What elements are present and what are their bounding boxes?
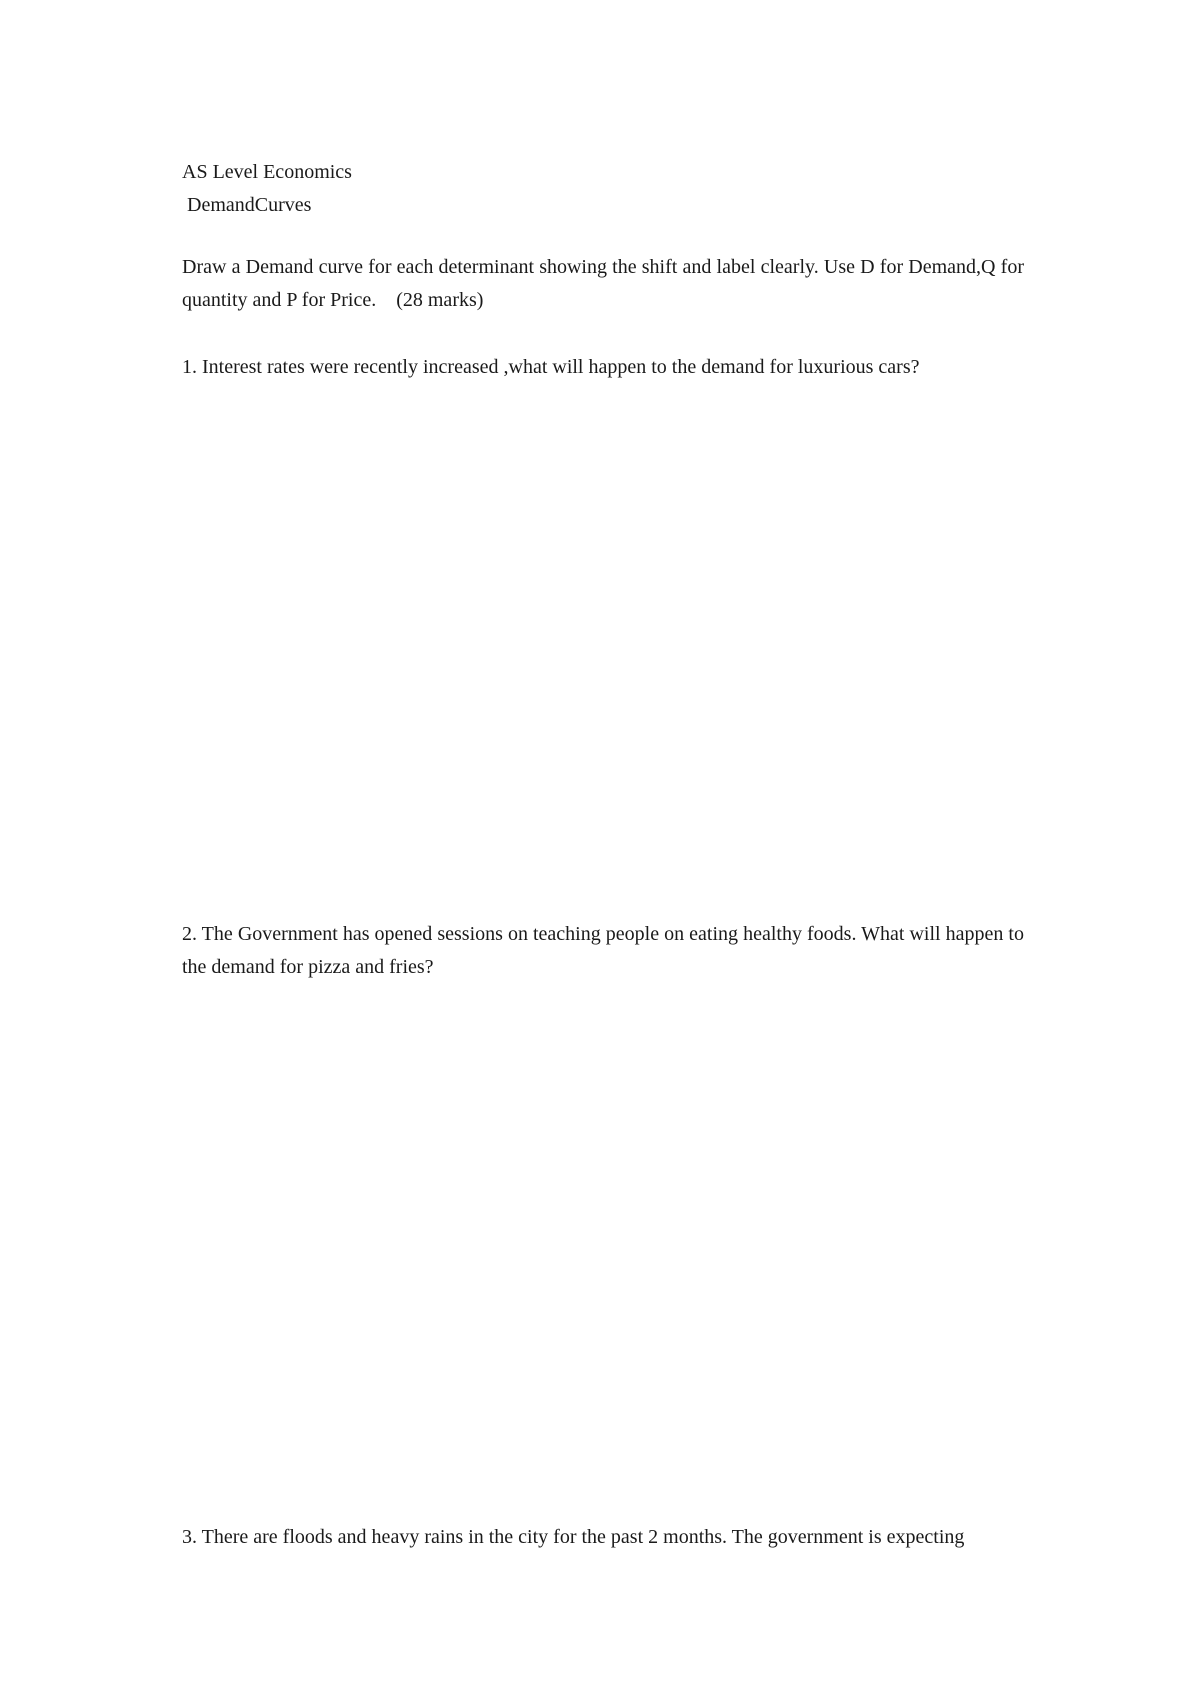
question-text: 3. There are floods and heavy rains in the city for the past 2 months. The government is expecting — [182, 1526, 965, 1548]
marks-label: (28 marks) — [376, 289, 484, 311]
question-3 — [182, 1521, 1024, 1554]
question-1 — [182, 351, 1024, 384]
question-text: 2. The Government has opened sessions on teaching people on eating healthy foods. What will happen to the demand for pizza and fries? — [182, 923, 1024, 978]
document-title: AS Level Economics — [182, 161, 352, 183]
instructions-paragraph — [182, 251, 1024, 317]
instructions-text: Draw a Demand curve for each determinant showing the shift and label clearly. Use D for Demand,Q for quantity and P for Price. — [182, 256, 1024, 311]
question-text: 1. Interest rates were recently increased ,what will happen to the demand for luxurious cars? — [182, 356, 920, 378]
document-subtitle: DemandCurves — [182, 194, 312, 216]
question-2 — [182, 918, 1024, 984]
